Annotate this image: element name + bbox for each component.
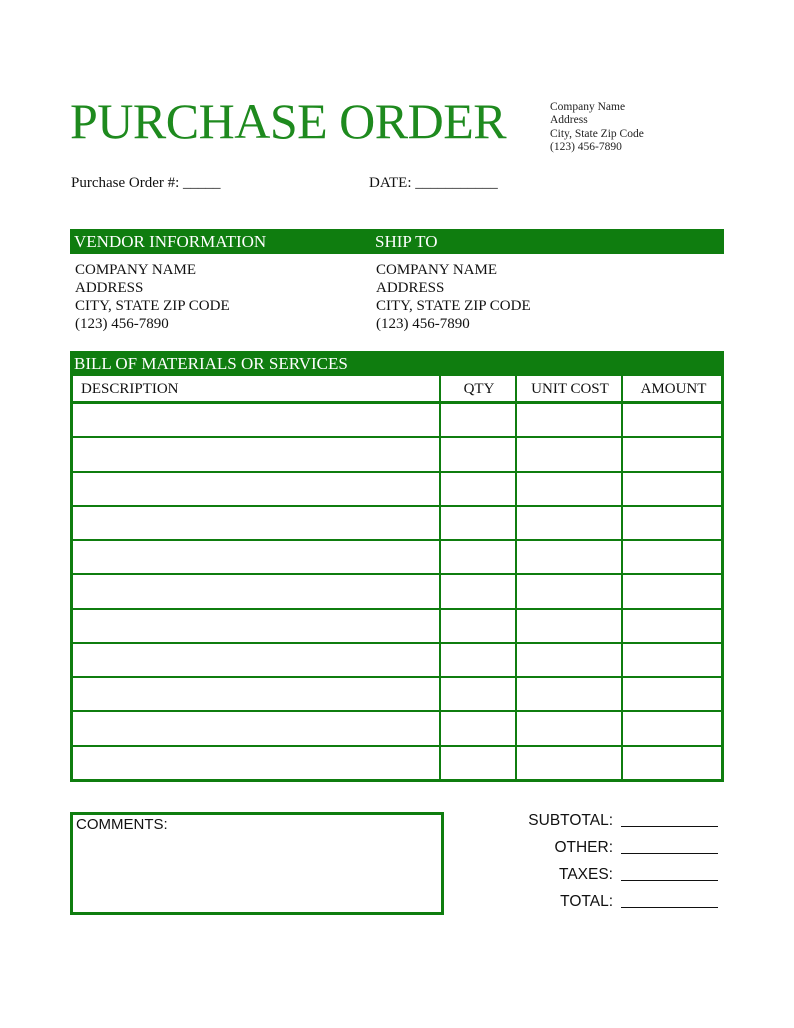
comments-label: COMMENTS:	[76, 816, 168, 833]
vendor-phone: (123) 456-7890	[75, 316, 169, 332]
row-divider	[73, 505, 721, 507]
row-divider	[73, 745, 721, 747]
vendor-address-block	[75, 261, 230, 333]
other-label: OTHER:	[554, 839, 613, 856]
vendor-company-name: COMPANY NAME	[75, 262, 196, 278]
column-header-amount: AMOUNT	[640, 381, 707, 397]
row-divider	[73, 471, 721, 473]
date-field[interactable]: DATE: ___________	[369, 175, 498, 191]
table-grid	[73, 376, 721, 779]
taxes-row	[528, 864, 718, 891]
total-field[interactable]	[621, 891, 718, 908]
row-divider	[73, 676, 721, 678]
ship-to-address: ADDRESS	[376, 280, 445, 296]
company-city-line: City, State Zip Code	[550, 127, 644, 140]
vendor-city-line: CITY, STATE ZIP CODE	[75, 298, 230, 314]
totals-block	[528, 810, 718, 918]
column-header-description: DESCRIPTION	[81, 381, 179, 397]
bill-of-materials-table	[70, 376, 724, 782]
row-divider	[73, 573, 721, 575]
company-info	[550, 101, 644, 154]
bill-of-materials-heading: BILL OF MATERIALS OR SERVICES	[70, 351, 724, 376]
column-header-qty: QTY	[463, 381, 495, 397]
other-row	[528, 837, 718, 864]
column-header-unit-cost: UNIT COST	[531, 381, 609, 397]
ship-to-address-block	[376, 261, 531, 333]
company-address: Address	[550, 114, 588, 127]
vendor-information-heading: VENDOR INFORMATION	[74, 232, 267, 251]
row-divider	[73, 642, 721, 644]
vendor-shipto-header-bar	[70, 229, 724, 254]
document-title: PURCHASE ORDER	[70, 93, 507, 149]
other-field[interactable]	[621, 837, 718, 854]
total-row	[528, 891, 718, 918]
row-divider	[73, 539, 721, 541]
subtotal-label: SUBTOTAL:	[528, 812, 613, 829]
header-divider	[73, 401, 721, 404]
purchase-order-number-field[interactable]: Purchase Order #: _____	[71, 175, 221, 191]
row-divider	[73, 608, 721, 610]
comments-box[interactable]	[70, 812, 444, 915]
row-divider	[73, 710, 721, 712]
ship-to-phone: (123) 456-7890	[376, 316, 470, 332]
ship-to-city-line: CITY, STATE ZIP CODE	[376, 298, 531, 314]
subtotal-field[interactable]	[621, 810, 718, 827]
subtotal-row	[528, 810, 718, 837]
company-name: Company Name	[550, 101, 626, 113]
vendor-address: ADDRESS	[75, 280, 144, 296]
ship-to-heading: SHIP TO	[375, 232, 438, 251]
company-phone: (123) 456-7890	[550, 140, 622, 153]
taxes-field[interactable]	[621, 864, 718, 881]
taxes-label: TAXES:	[559, 866, 613, 883]
ship-to-company-name: COMPANY NAME	[376, 262, 497, 278]
row-divider	[73, 436, 721, 438]
total-label: TOTAL:	[560, 893, 613, 910]
